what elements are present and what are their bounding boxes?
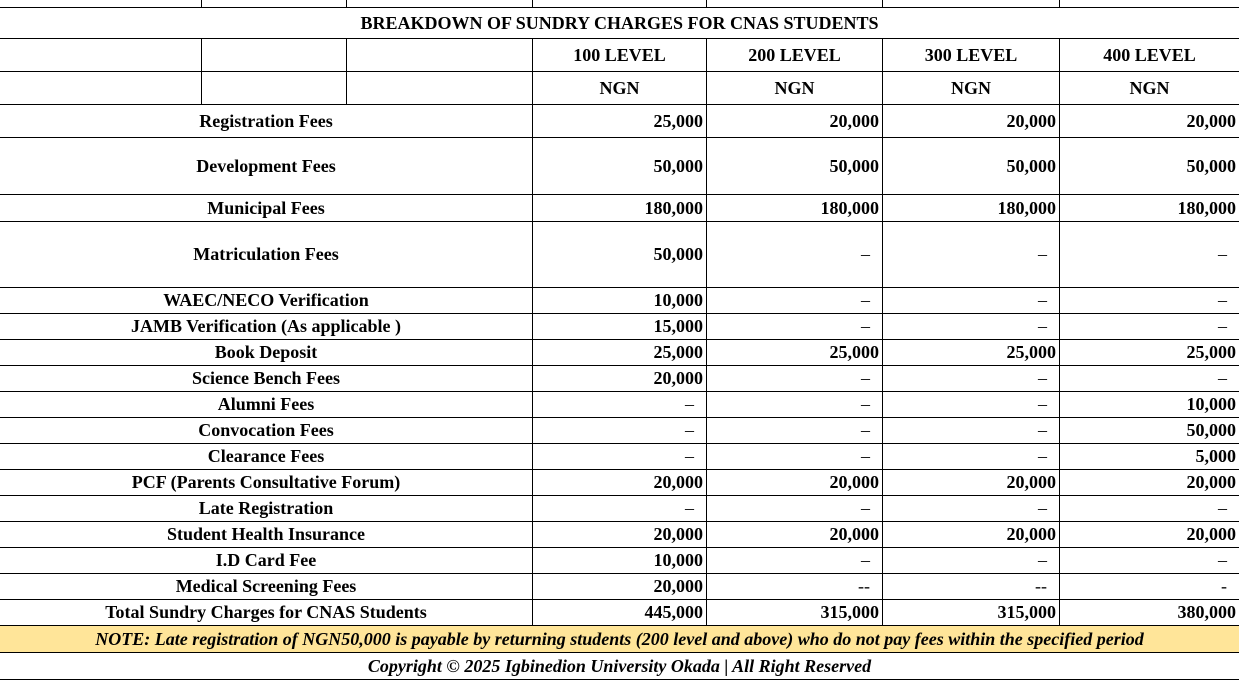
late-registration-note: NOTE: Late registration of NGN50,000 is payable by returning students (200 level and above) who do not pay fees within the specified period: [0, 626, 1239, 653]
fee-value: –: [883, 548, 1060, 574]
fee-value: –: [533, 392, 707, 418]
level-header: 300 LEVEL: [883, 39, 1060, 72]
fee-label: I.D Card Fee: [0, 548, 533, 574]
fee-label: Student Health Insurance: [0, 522, 533, 548]
fee-label: Alumni Fees: [0, 392, 533, 418]
fee-value: 50,000: [883, 138, 1060, 195]
fee-value: –: [883, 314, 1060, 340]
title-row: [0, 8, 1239, 39]
table-row: [0, 105, 1239, 138]
fee-label: Municipal Fees: [0, 195, 533, 222]
fee-value: 50,000: [1060, 418, 1239, 444]
fee-value: 25,000: [707, 340, 883, 366]
fee-value: –: [1060, 548, 1239, 574]
level-header: 200 LEVEL: [707, 39, 883, 72]
table-row: [0, 288, 1239, 314]
fee-value: –: [707, 314, 883, 340]
fee-value: 20,000: [883, 522, 1060, 548]
fee-value: –: [1060, 288, 1239, 314]
fee-value: –: [883, 444, 1060, 470]
fee-value: –: [883, 288, 1060, 314]
fee-value: –: [883, 222, 1060, 288]
table-row: [0, 340, 1239, 366]
fee-label: Science Bench Fees: [0, 366, 533, 392]
fee-value: --: [707, 574, 883, 600]
fee-value: 180,000: [883, 195, 1060, 222]
table-row: [0, 366, 1239, 392]
fee-value: 20,000: [533, 522, 707, 548]
fee-value: –: [1060, 366, 1239, 392]
fee-value: 20,000: [883, 470, 1060, 496]
fee-value: 50,000: [533, 138, 707, 195]
table-row: [0, 195, 1239, 222]
fee-value: 315,000: [883, 600, 1060, 626]
fee-value: 20,000: [707, 105, 883, 138]
table-row: [0, 418, 1239, 444]
fee-value: 25,000: [1060, 340, 1239, 366]
level-header: 400 LEVEL: [1060, 39, 1239, 72]
level-header-row: [0, 39, 1239, 72]
table-row: [0, 522, 1239, 548]
table-row: [0, 314, 1239, 340]
currency-header: NGN: [707, 72, 883, 105]
table-row: [0, 470, 1239, 496]
fee-value: –: [707, 496, 883, 522]
fee-value: –: [707, 366, 883, 392]
fee-label: WAEC/NECO Verification: [0, 288, 533, 314]
fee-value: -: [1060, 574, 1239, 600]
fee-value: –: [883, 418, 1060, 444]
level-header: 100 LEVEL: [533, 39, 707, 72]
table-row: [0, 574, 1239, 600]
fee-label: Book Deposit: [0, 340, 533, 366]
fee-label: JAMB Verification (As applicable ): [0, 314, 533, 340]
fee-value: 445,000: [533, 600, 707, 626]
fee-value: –: [883, 496, 1060, 522]
fee-label: Late Registration: [0, 496, 533, 522]
fee-label: Development Fees: [0, 138, 533, 195]
fee-value: 20,000: [707, 522, 883, 548]
fee-value: –: [533, 444, 707, 470]
fee-value: 380,000: [1060, 600, 1239, 626]
fee-value: 25,000: [533, 105, 707, 138]
fee-value: 5,000: [1060, 444, 1239, 470]
fee-label: Matriculation Fees: [0, 222, 533, 288]
fee-value: 25,000: [533, 340, 707, 366]
table-title: BREAKDOWN OF SUNDRY CHARGES FOR CNAS STUDENTS: [0, 8, 1239, 39]
table-row: [0, 600, 1239, 626]
fee-value: 10,000: [1060, 392, 1239, 418]
fee-value: –: [707, 222, 883, 288]
fee-value: 20,000: [1060, 470, 1239, 496]
fee-value: 10,000: [533, 548, 707, 574]
fee-value: 180,000: [1060, 195, 1239, 222]
fee-value: --: [883, 574, 1060, 600]
fee-value: –: [1060, 314, 1239, 340]
fee-label: Clearance Fees: [0, 444, 533, 470]
currency-header: NGN: [1060, 72, 1239, 105]
table-row: [0, 392, 1239, 418]
fee-value: 50,000: [707, 138, 883, 195]
fee-value: –: [707, 548, 883, 574]
fee-value: 10,000: [533, 288, 707, 314]
fee-value: 180,000: [533, 195, 707, 222]
fee-value: –: [1060, 496, 1239, 522]
table-row: [0, 496, 1239, 522]
fee-value: 50,000: [1060, 138, 1239, 195]
fee-value: 25,000: [883, 340, 1060, 366]
fee-value: 20,000: [707, 470, 883, 496]
fee-value: –: [533, 496, 707, 522]
fee-label: Convocation Fees: [0, 418, 533, 444]
fee-value: –: [883, 392, 1060, 418]
currency-header-row: [0, 72, 1239, 105]
table-row: [0, 138, 1239, 195]
fee-value: 20,000: [1060, 522, 1239, 548]
table-row: [0, 444, 1239, 470]
fee-value: 20,000: [533, 470, 707, 496]
fee-value: –: [707, 288, 883, 314]
fee-value: 20,000: [533, 574, 707, 600]
fee-value: 180,000: [707, 195, 883, 222]
fee-value: –: [707, 418, 883, 444]
top-spacer-row: [0, 0, 1239, 8]
fee-value: 15,000: [533, 314, 707, 340]
fee-label: PCF (Parents Consultative Forum): [0, 470, 533, 496]
currency-header: NGN: [533, 72, 707, 105]
fee-value: –: [883, 366, 1060, 392]
fee-label: Medical Screening Fees: [0, 574, 533, 600]
fee-value: 315,000: [707, 600, 883, 626]
table-row: [0, 548, 1239, 574]
fee-value: 20,000: [1060, 105, 1239, 138]
fee-value: 50,000: [533, 222, 707, 288]
fee-value: –: [707, 392, 883, 418]
fee-value: –: [1060, 222, 1239, 288]
fee-value: –: [707, 444, 883, 470]
fee-value: –: [533, 418, 707, 444]
table-row: [0, 222, 1239, 288]
currency-header: NGN: [883, 72, 1060, 105]
fee-label: Registration Fees: [0, 105, 533, 138]
copyright-row: [0, 653, 1239, 680]
fee-value: 20,000: [533, 366, 707, 392]
fee-value: 20,000: [883, 105, 1060, 138]
note-row: [0, 626, 1239, 653]
fee-label: Total Sundry Charges for CNAS Students: [0, 600, 533, 626]
copyright-text: Copyright © 2025 Igbinedion University Okada | All Right Reserved: [0, 653, 1239, 680]
